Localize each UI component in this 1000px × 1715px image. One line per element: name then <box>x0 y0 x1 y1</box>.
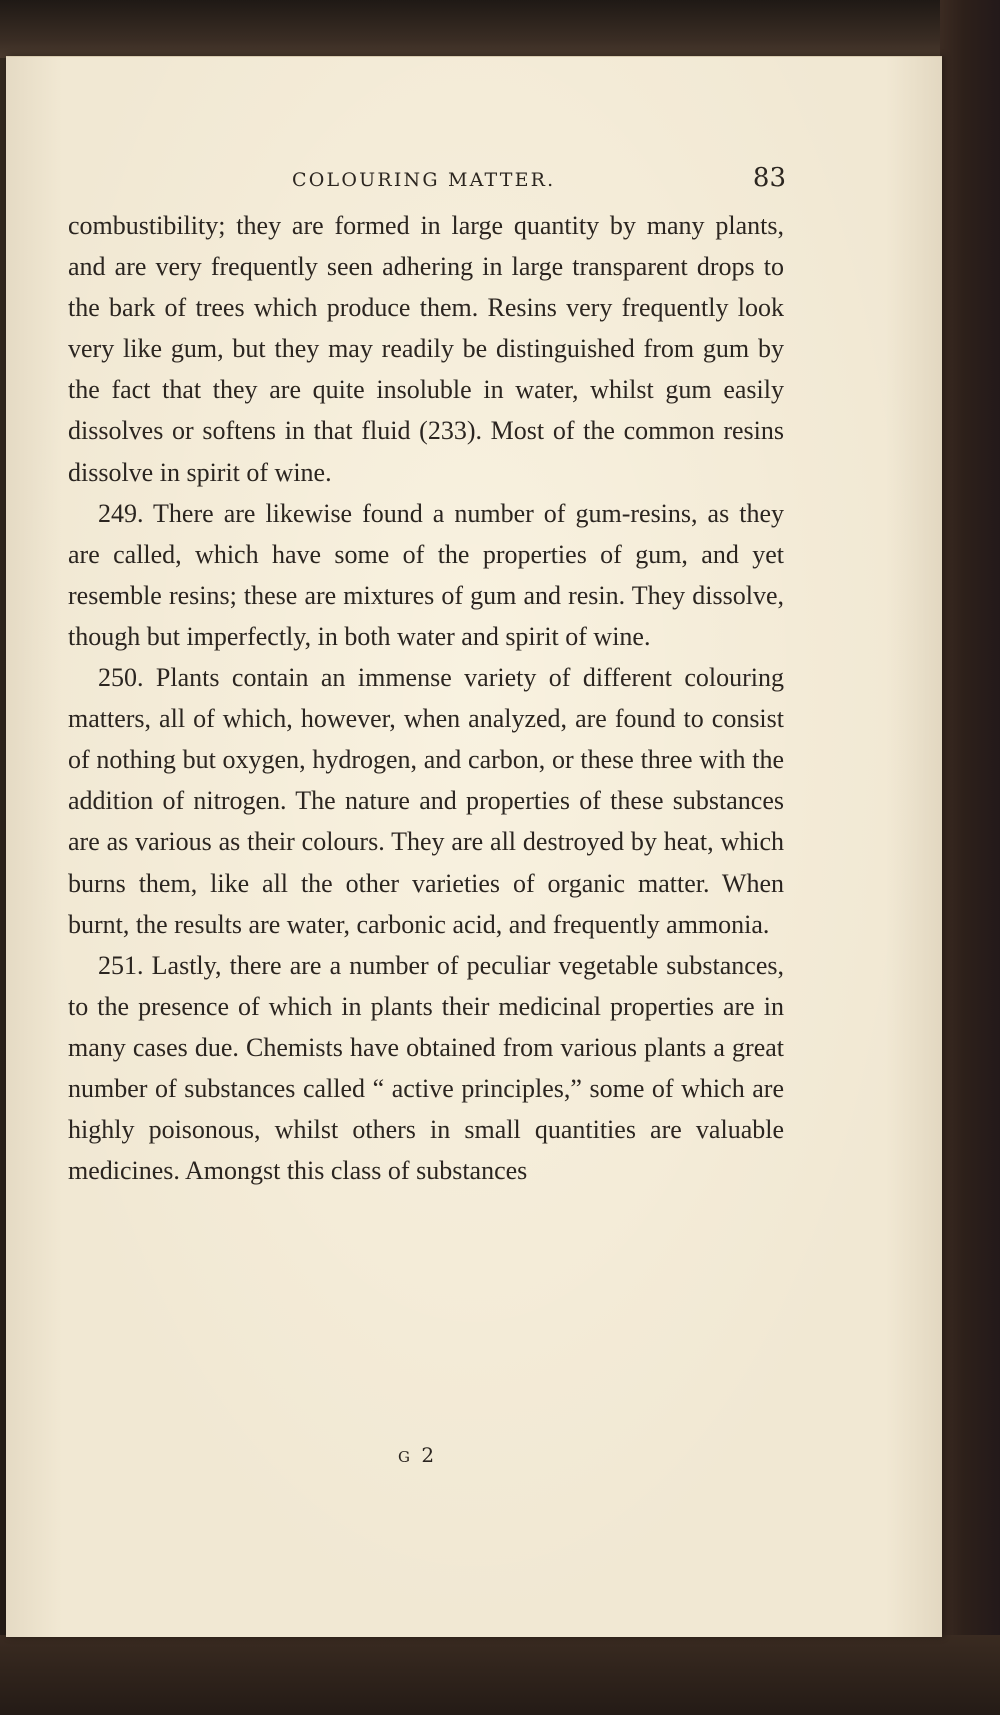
paragraph-250: 250. Plants contain an immense variety of different colouring matters, all of which, however, when analyzed, are found to consist of nothing but oxygen, hydrogen, and carbon, or these three with the addition of nitrogen. The nature and properties of these substances are as various as their colours. They are all destroyed by heat, which burns them, like all the other varieties of organic matter. When burnt, the results are water, carbonic acid, and frequently ammonia. <box>68 663 784 939</box>
book-cover-top-edge <box>0 0 1000 58</box>
paragraph-251: 251. Lastly, there are a number of peculiar vegetable substances, to the presence of which in plants their medicinal properties are in many cases due. Chemists have obtained from various plants a great number of substances called “ active principles,” some of which are highly poisonous, whilst others in small quantities are valuable medicines. Amongst this class of substances <box>68 950 784 1186</box>
signature-number: 2 <box>421 1443 438 1467</box>
paragraph-249: 249. There are likewise found a number of gum-resins, as they are called, which have some of the properties of gum, and yet resemble resins; these are mixtures of gum and resin. They dissolve, though but imperfectly, in both water and spirit of wine. <box>68 498 784 651</box>
paragraph-continuation: combustibility; they are formed in large quantity by many plants, and are very frequently seen adhering in large transparent drops to the bark of trees which produce them. Resins very frequently look very like gum, but they may readily be distinguished from gum by the fact that they are quite insoluble in water, whilst gum easily dissolves or softens in that fluid (233). Most of the common resins dissolve in spirit of wine. <box>68 211 784 487</box>
page-number: 83 <box>752 163 786 193</box>
page-header <box>6 163 942 203</box>
page-sheet <box>6 56 942 1637</box>
book-cover-right-edge <box>940 0 1000 1715</box>
running-head: COLOURING MATTER. <box>292 169 556 191</box>
signature-letter: G <box>398 1448 412 1466</box>
body-text <box>68 205 784 1191</box>
signature-mark <box>398 1443 437 1467</box>
book-cover-bottom-edge <box>0 1635 1000 1715</box>
